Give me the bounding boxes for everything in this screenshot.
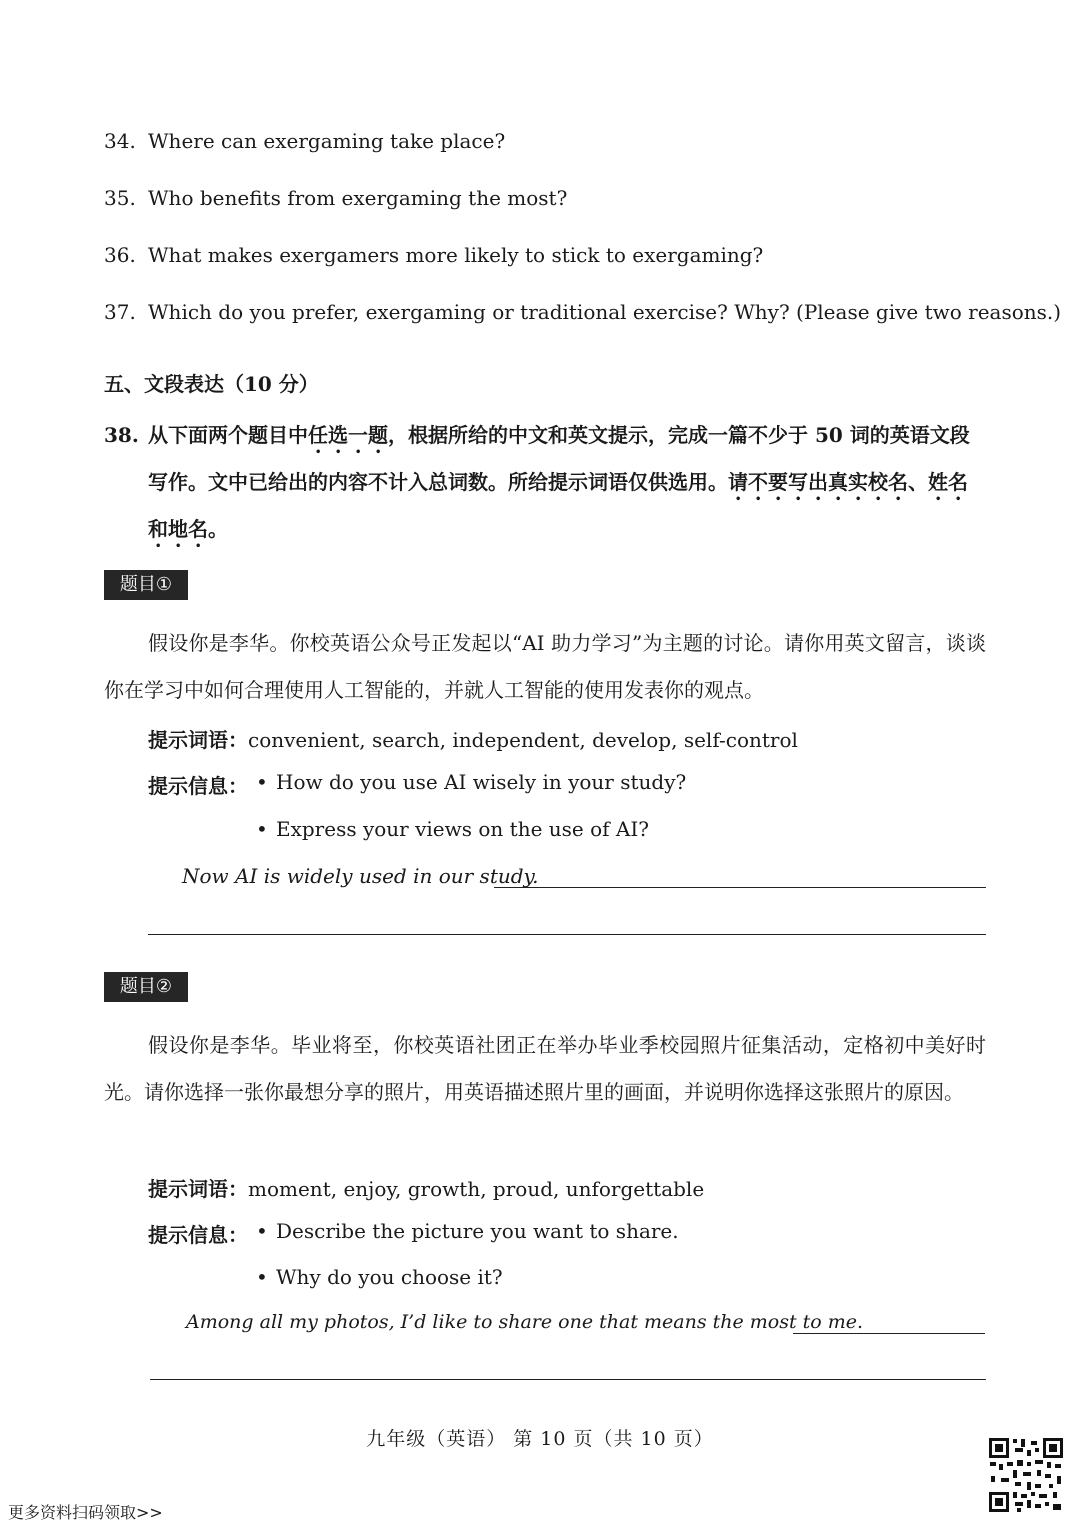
instruction-part: 从下面两个题目中 [148,423,308,447]
bullet-dot: • [256,770,268,794]
question-36 [104,243,763,267]
topic-2-tag: 题目② [104,972,188,1002]
bullet-dot: • [256,1265,268,1289]
question-37 [104,300,1061,324]
question-35 [104,186,567,210]
question-34 [104,129,505,153]
topic-2-hint-words [148,1173,704,1202]
bullet-text: Why do you choose it? [276,1265,503,1289]
emphasis-text: 请不要写出真实校名、姓名和地名 [148,470,968,541]
instruction-text [104,412,984,553]
instruction-part: 。 [208,517,228,541]
answer-line[interactable] [150,1379,986,1380]
question-number: 37. [104,300,136,324]
question-number: 34. [104,129,136,153]
bullet-dot: • [256,1219,268,1243]
topic-2-prompt: 假设你是李华。毕业将至，你校英语社团正在举办毕业季校园照片征集活动，定格初中美好时光。请你选择一张你最想分享的照片，用英语描述照片里的画面，并说明你选择这张照片的原因。 [104,1033,986,1104]
qr-code-icon[interactable] [987,1436,1065,1514]
emphasis-text: 任选一题 [308,423,388,447]
bullet-dot: • [256,817,268,841]
bullet-text: Express your views on the use of AI? [276,817,649,841]
section-title: 五、文段表达（10 分） [104,372,319,396]
topic-1-hint-info-label [148,770,248,799]
question-number: 38. [104,423,139,447]
topic-1-bullet [256,817,649,841]
question-text: Which do you prefer, exergaming or traditional exercise? Why? (Please give two reasons.) [148,300,1062,324]
question-text: Who benefits from exergaming the most? [148,186,568,210]
page-footer: 九年级（英语） 第 10 页（共 10 页） [366,1428,714,1450]
topic-2-bullet [256,1219,679,1243]
hint-words-label: 提示词语： [148,1177,248,1201]
instruction-part: ，根据所给的中文和英文提示，完成一篇不少于 50 词的英语文段写作。文中已给出的内容不计入总词数。所给提示词语仅供选用。 [148,423,970,494]
topic-1-tag: 题目① [104,570,188,600]
topic-1-prompt: 假设你是李华。你校英语公众号正发起以“AI 助力学习”为主题的讨论。请你用英文留言，谈谈你在学习中如何合理使用人工智能的，并就人工智能的使用发表你的观点。 [104,631,986,702]
question-number: 35. [104,186,136,210]
more-info-link[interactable]: 更多资料扫码领取>> [8,1503,163,1522]
topic-2-hint-info-label [148,1219,248,1248]
writing-instruction [104,412,984,553]
hint-info-label: 提示信息： [148,774,248,798]
answer-line[interactable] [793,1333,985,1334]
question-text: Where can exergaming take place? [148,129,506,153]
topic-1-hint-words [148,724,798,753]
hint-words-label: 提示词语： [148,728,248,752]
topic-1-starter: Now AI is widely used in our study. [182,864,539,888]
topic-1-bullet [256,770,686,794]
hint-info-label: 提示信息： [148,1223,248,1247]
bullet-text: Describe the picture you want to share. [276,1219,679,1243]
question-number: 36. [104,243,136,267]
hint-words: moment, enjoy, growth, proud, unforgettable [248,1177,705,1201]
question-text: What makes exergamers more likely to stick to exergaming? [148,243,764,267]
answer-line[interactable] [148,934,986,935]
bullet-text: How do you use AI wisely in your study? [276,770,687,794]
hint-words: convenient, search, independent, develop, self-control [248,728,798,752]
answer-line[interactable] [494,887,986,888]
topic-2-bullet [256,1265,503,1289]
topic-2-starter: Among all my photos, I’d like to share one that means the most to me. [186,1311,864,1333]
